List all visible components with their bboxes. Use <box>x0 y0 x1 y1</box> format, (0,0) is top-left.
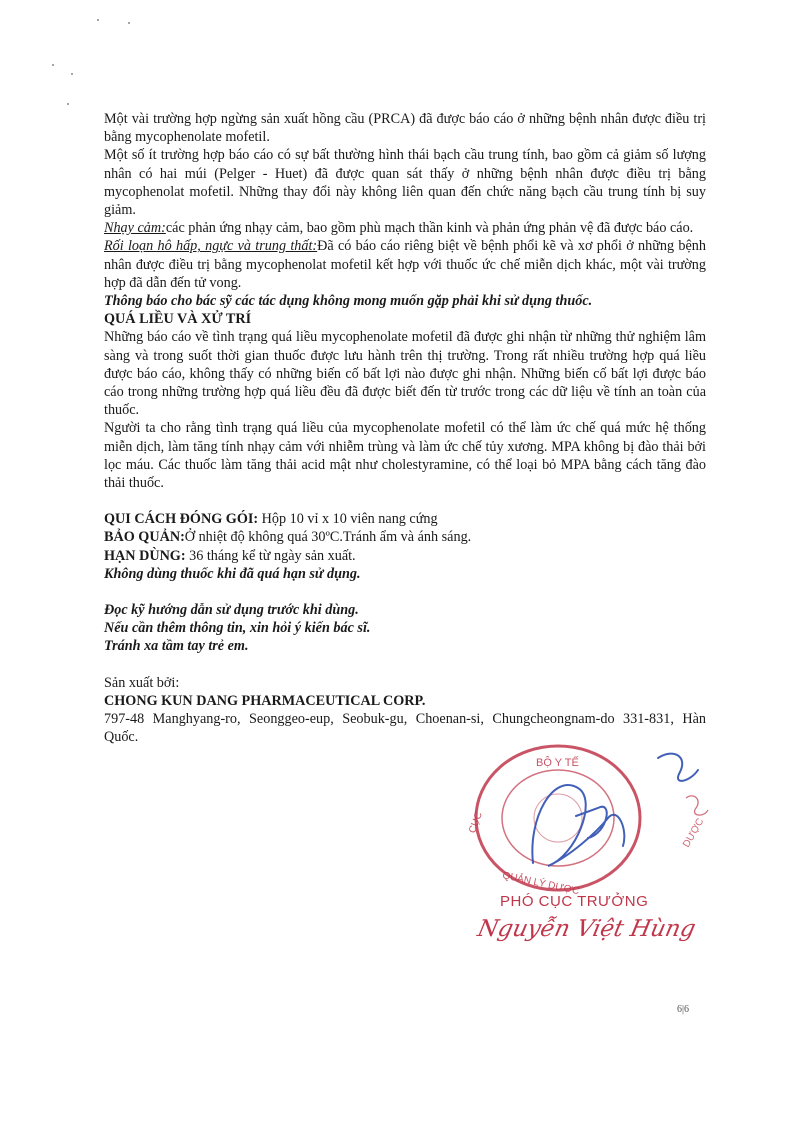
official-title: PHÓ CỤC TRƯỞNG <box>500 893 649 910</box>
spacer <box>104 656 706 674</box>
stamp-emblem <box>534 794 582 842</box>
respiratory-text: Đã có báo cáo riêng biệt về bệnh phổi kẽ và xơ phổi ở những bệnh nhân được điều trị bằng mycophenolat mofetil kết hợp với thuốc ức chế miễn dịch khác, một vài trường hợp đã dẫn đến tử vong. <box>104 238 706 291</box>
hypersensitivity-label: Nhạy cảm: <box>104 220 166 237</box>
stamp-inner-ring <box>502 770 614 866</box>
scan-speck <box>97 19 99 21</box>
stamp-left-text: CỤC <box>467 810 485 835</box>
paragraph-neutrophil: Một số ít trường hợp báo cáo có sự bất thường hình thái bạch cầu trung tính, bao gồm cả giảm số lượng nhân có hai múi (Pelger - Huet) đã được quan sát thấy ở những bệnh nhân được điều trị bằng mycophenolat mofetil. Những thay đổi này không liên quan đến chức năng bạch cầu trung tính bị suy giảm. <box>104 147 706 219</box>
official-name: Nguyễn Việt Hùng <box>475 916 698 942</box>
expiry-label: HẠN DÙNG: <box>104 547 186 564</box>
page-number: 6|6 <box>677 1004 690 1015</box>
spacer <box>104 583 706 601</box>
paragraph-prca: Một vài trường hợp ngừng sản xuất hồng cầu (PRCA) đã được báo cáo ở những bệnh nhân được điều trị bằng mycophenolate mofetil. <box>104 111 706 146</box>
scan-speck <box>67 103 69 105</box>
spacer <box>104 492 706 510</box>
scan-speck <box>128 22 130 24</box>
stamp-bottom-text: QUẢN LÝ DƯỢC <box>501 870 581 898</box>
packaging-line <box>104 510 706 528</box>
notice-text: Thông báo cho bác sỹ các tác dụng không mong muốn gặp phải khi sử dụng thuốc. <box>104 293 593 310</box>
paragraph-respiratory <box>104 237 706 292</box>
packaging-label: QUI CÁCH ĐÓNG GÓI: <box>104 511 259 528</box>
manufacturer-label: Sản xuất bởi: <box>104 674 180 691</box>
storage-value: Ở nhiệt độ không quá 30ºC.Tránh ẩm và ánh sáng. <box>184 529 472 546</box>
paragraph-hypersensitivity <box>104 219 706 237</box>
expiry-value: 36 tháng kể từ ngày sản xuất. <box>185 547 356 564</box>
storage-label: BẢO QUẢN: <box>104 529 185 546</box>
overdose-paragraph-2: Người ta cho rằng tình trạng quá liều của mycophenolate mofetil có thể làm ức chế quá mức hệ thống miễn dịch, làm tăng tính nhạy cảm với nhiễm trùng và làm ức chế tủy xương. MPA không bị đào thải bởi lọc máu. Các thuốc làm tăng thải acid mật như cholestyramine, có thể loại bỏ MPA bằng cách tăng đào thải thuốc. <box>104 420 706 492</box>
packaging-value: Hộp 10 vỉ x 10 viên nang cứng <box>258 511 438 528</box>
stamp-mark <box>686 796 708 815</box>
overdose-paragraph-1: Những báo cáo về tình trạng quá liều mycophenolate mofetil đã được ghi nhận từ những thử nghiệm lâm sàng và trong suốt thời gian thuốc được lưu hành trên thị trường. Trong rất nhiều trường hợp quá liều được báo cáo, không thấy có những biến cố bất lợi nào được ghi nhận. Những biến cố bất lợi được báo cáo trong những trường hợp quá liều đều đã được biết đến từ trước trong các dữ liệu về tính an toàn của thuốc. <box>104 329 706 419</box>
warning-ask-doctor: Nếu cần thêm thông tin, xin hỏi ý kiến bác sĩ. <box>104 620 371 637</box>
respiratory-label: Rối loạn hô hấp, ngực và trung thất: <box>104 238 318 255</box>
warning-read-instructions: Đọc kỹ hướng dẫn sử dụng trước khi dùng. <box>104 602 359 619</box>
official-stamp <box>458 738 718 898</box>
hypersensitivity-text: các phản ứng nhạy cảm, bao gồm phù mạch thần kinh và phản ứng phản vệ đã được báo cáo. <box>165 220 694 237</box>
document-body <box>104 110 706 747</box>
warning-children: Tránh xa tầm tay trẻ em. <box>104 638 249 655</box>
scan-speck <box>71 73 73 75</box>
storage-line <box>104 528 706 546</box>
expiry-line <box>104 547 706 565</box>
expiry-note: Không dùng thuốc khi đã quá hạn sử dụng. <box>104 565 361 582</box>
scan-speck <box>52 64 54 66</box>
manufacturer-address: 797-48 Manghyang-ro, Seonggeo-eup, Seobuk-gu, Choenan-si, Chungcheongnam-do 331-831, Hàn Quốc. <box>104 711 706 746</box>
manufacturer-name: CHONG KUN DANG PHARMACEUTICAL CORP. <box>104 692 426 709</box>
stamp-right-text: DƯỢC <box>681 816 707 850</box>
overdose-heading: QUÁ LIỀU VÀ XỬ TRÍ <box>104 311 252 328</box>
stamp-top-text: BỘ Y TẾ <box>536 757 579 769</box>
